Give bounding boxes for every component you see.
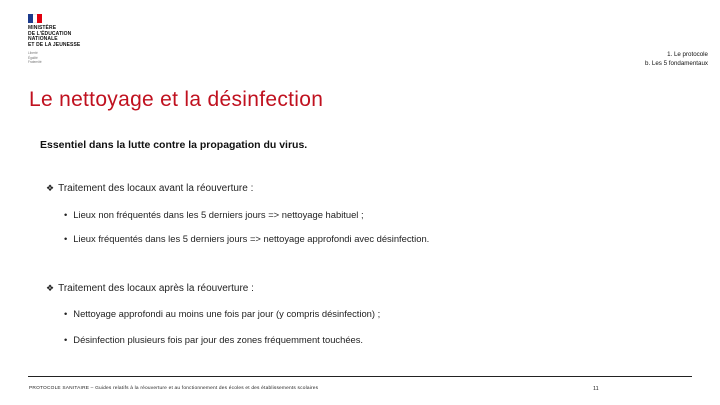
section-heading-text: Traitement des locaux après la réouverture : — [58, 283, 254, 294]
ministry-logo — [28, 14, 108, 64]
page-number: 11 — [593, 386, 599, 392]
republic-motto — [28, 51, 108, 64]
breadcrumb — [645, 50, 708, 68]
ministry-line: MINISTÈRE — [28, 25, 57, 31]
list-item-text: Lieux fréquentés dans les 5 derniers jours => nettoyage approfondi avec désinfection. — [73, 233, 430, 244]
slide-subtitle: Essentiel dans la lutte contre la propagation du virus. — [40, 139, 308, 151]
list-item — [64, 233, 429, 244]
list-item-text: Lieux non fréquentés dans les 5 derniers jours => nettoyage habituel ; — [73, 209, 364, 220]
section-heading-after — [46, 283, 254, 294]
bullet-dot-icon: • — [64, 308, 68, 319]
diamond-bullet-icon: ❖ — [46, 183, 55, 193]
ministry-line: ET DE LA JEUNESSE — [28, 41, 81, 48]
list-item-text: Nettoyage approfondi au moins une fois par jour (y compris désinfection) ; — [73, 308, 381, 319]
list-item — [64, 209, 364, 220]
section-heading-text: Traitement des locaux avant la réouverture : — [58, 183, 254, 194]
ministry-name — [28, 26, 108, 48]
motto-line: Liberté — [28, 51, 38, 56]
breadcrumb-section: b. Les 5 fondamentaux — [645, 60, 708, 67]
bullet-dot-icon: • — [64, 209, 68, 220]
footer-divider — [28, 376, 692, 377]
footer-text: PROTOCOLE SANITAIRE – Guides relatifs à la réouverture et au fonctionnement des écoles et des établissements scolaires — [29, 386, 319, 391]
slide-title: Le nettoyage et la désinfection — [29, 88, 324, 111]
bullet-dot-icon: • — [64, 233, 68, 244]
breadcrumb-chapter: 1. Le protocole — [667, 51, 708, 58]
bullet-dot-icon: • — [64, 334, 68, 345]
list-item — [64, 308, 380, 319]
motto-line: Égalité — [28, 55, 38, 60]
list-item-text: Désinfection plusieurs fois par jour des zones fréquemment touchées. — [73, 334, 364, 345]
section-heading-before — [46, 183, 253, 194]
ministry-line: NATIONALE — [28, 36, 58, 43]
french-flag-icon — [28, 14, 42, 23]
list-item — [64, 334, 363, 345]
diamond-bullet-icon: ❖ — [46, 283, 55, 293]
ministry-line: DE L'ÉDUCATION — [28, 30, 72, 37]
motto-line: Fraternité — [28, 59, 42, 64]
